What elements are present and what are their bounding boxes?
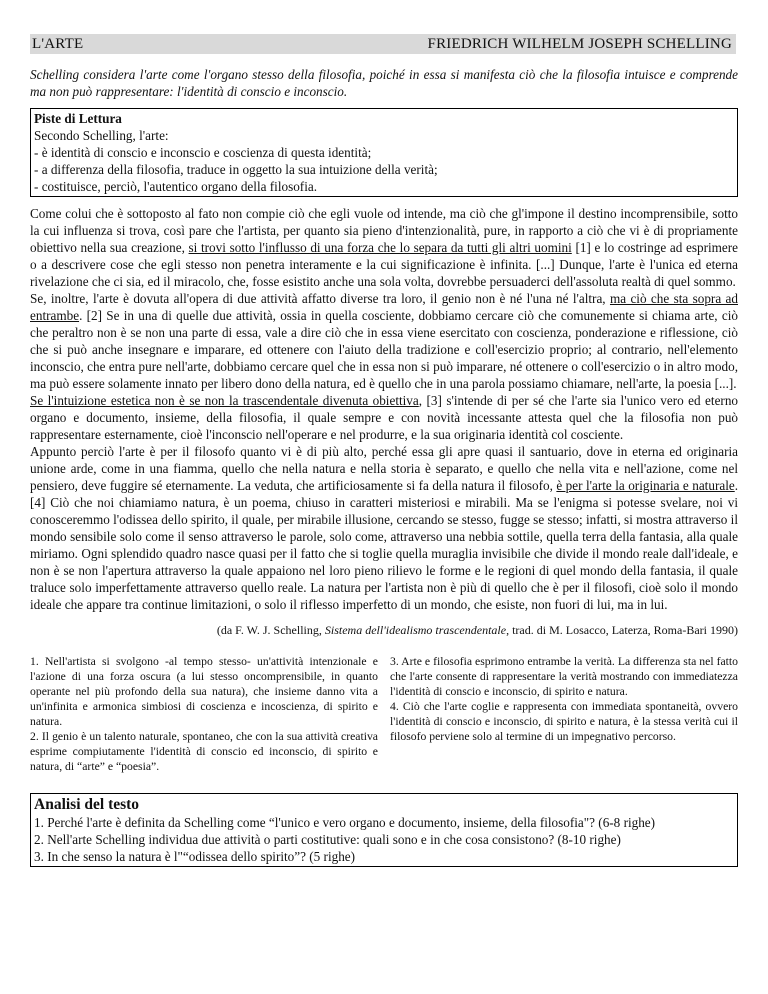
underlined-text: è per l'arte la originaria e naturale — [556, 478, 735, 493]
reading-guide-item: - costituisce, perciò, l'autentico organo della filosofia. — [34, 179, 318, 194]
text-analysis-title: Analisi del testo — [34, 796, 140, 813]
footnote: 1. Nell'artista si svolgono -al tempo stesso- un'attività intenzionale e l'azione di una forza oscura (a lui stesso oncomprensibile, in quanto operante nel più profondo della sua natura), che insieme danno vita a un'infinita e armonica simbiosi di coscienza e incoscienza, di spirito e natura. — [30, 655, 378, 728]
main-text — [30, 205, 738, 613]
analysis-question: 1. Perché l'arte è definita da Schelling come “l'unico e vero organo e documento, insieme, della filosofia"? (6-8 righe) — [34, 815, 656, 830]
footnote: 2. Il genio è un talento naturale, spontaneo, che con la sua attività creativa esprime compiutamente l'identità di conscio ed inconscio, di spirito e natura, di “arte” e “poesia”. — [30, 730, 378, 773]
footnotes-left-column — [30, 654, 378, 774]
text-span: [1] e lo costringe ad esprimere o a descrivere cose che egli stesso non penetra interamente e la cui significazione è infinita. [...] Dunque, l'arte è l'unica ed eterna rivelazione che ci sia, ed il miracolo, che, fosse esistito anche una sola volta, dovrebbe persuaderci dell'assoluta realtà di quel sommo. — [30, 240, 739, 289]
text-span: . [4] Ciò che noi chiamiamo natura, è un poema, chiuso in caratteri misteriosi e mirabili. Ma se l'enigma si potesse svelare, noi vi conosceremmo l'odissea dello spirito, il quale, per mirabile illusione, cercando se stesso, fugge se stesso; infatti, si mostra attraverso il mondo sensibile solo come il senso attraverso le parole, solo come, attraverso una nebbia sottile, quella terra della fantasia, alla quale miriamo. Ogni splendido quadro nasce quasi per il fatto che si toglie quella muraglia invisibile che divide il mondo reale dall'ideale, e non è se non l'apertura attraverso la quale appaiono nel loro pieno rilievo le forme e le regioni di quel mondo della fantasia, il quale traluce solo imperfettamente attraverso quello reale. La natura per l'artista non è più di quello che è per il filosofi, cioè solo il mondo ideale che appare tra continue limitazioni, o solo il riflesso imperfetto di un mondo, che esiste, non fuori di lui, ma in lui. — [30, 478, 739, 612]
reading-guide-lead: Secondo Schelling, l'arte: — [34, 128, 169, 143]
citation-title: Sistema dell'idealismo trascendentale — [324, 623, 507, 637]
citation-post: , trad. di M. Losacco, Laterza, Roma-Bari 1990) — [506, 623, 738, 637]
paragraph — [30, 392, 738, 443]
page-header — [30, 34, 736, 54]
text-span: . [2] Se in una di quelle due attività, ossia in quella cosciente, dobbiamo cercare ciò che comunemente si chiama arte, ciò che peraltro non è se non una parte di essa, vale a dire ciò che in essa viene esercitato con coscienza, ponderazione e riflessione, ciò che si può anche insegnare e imparare, ed ottenere con l'aiuto della tradizione e coll'esercizio proprio; al contrario, nell'elemento inconscio, che entra pure nell'arte, dobbiamo cercare quel che in essa non si può imparare, né ottenere o coll'esercizio o in altro modo, ma può essere solamente innato per libero dono della natura, ed è quello che in una parola possiamo chiamare, nell'arte, la poesia [...]. — [30, 308, 738, 391]
text-span: , [3] s'intende di per sé che l'arte sia l'unico vero ed eterno organo e documento, insieme, della filosofia, il quale sempre e con novità incessante attesta quel che la filosofia non può rappresentare esternamente, cioè l'inconscio nell'operare e nel produrre, e la sua originaria identità col cosciente. — [30, 393, 739, 442]
citation — [30, 622, 738, 638]
paragraph — [30, 205, 738, 290]
text-span: Appunto perciò l'arte è per il filosofo quanto vi è di più alto, perché essa gli apre quasi il santuario, dove in eterna ed originaria unione arde, come in una fiamma, quello che nella natura e nella storia è separato, e quello che nella vita e nell'azione, come nel pensiero, deve fuggire sé eternamente. La veduta, che artificiosamente si fa della natura il filosofo, — [30, 444, 738, 493]
underlined-text: Se l'intuizione estetica non è se non la trascendentale divenuta obiettiva — [30, 393, 419, 408]
paragraph — [30, 290, 738, 392]
text-analysis-box — [30, 793, 738, 867]
footnotes-right-column — [390, 654, 738, 774]
reading-guide-box — [30, 108, 738, 197]
header-section-title: L'ARTE — [32, 35, 84, 52]
reading-guide-item: - è identità di conscio e inconscio e coscienza di questa identità; — [34, 145, 372, 160]
footnote: 3. Arte e filosofia esprimono entrambe la verità. La differenza sta nel fatto che l'arte consente di rappresentare la verità mostrando con immediatezza l'identità di conscio e inconscio, di spirito e natura. — [390, 655, 738, 698]
reading-guide-title: Piste di Lettura — [34, 111, 122, 126]
paragraph — [30, 443, 738, 613]
analysis-question: 3. In che senso la natura è l"“odissea dello spirito”? (5 righe) — [34, 849, 356, 864]
underlined-text: ma ciò che sta sopra ad entrambe — [30, 291, 738, 323]
header-author: FRIEDRICH WILHELM JOSEPH SCHELLING — [427, 35, 732, 52]
analysis-question: 2. Nell'arte Schelling individua due attività o parti costitutive: quali sono e in che cosa consistono? (8-10 righe) — [34, 832, 621, 847]
citation-pre: (da F. W. J. Schelling, — [216, 623, 325, 637]
reading-guide-item: - a differenza della filosofia, traduce in oggetto la sua intuizione della verità; — [34, 162, 438, 177]
text-span: Se, inoltre, l'arte è dovuta all'opera di due attività affatto diverse tra loro, il genio non è né l'una né l'altra, — [30, 291, 610, 306]
footnote: 4. Ciò che l'arte coglie e rappresenta con immediata spontaneità, ovvero l'identità di conscio e inconscio, di spirito e natura, è la stessa verità cui il filosofo perviene solo al termine di un impegnativo percorso. — [390, 700, 738, 743]
intro-text: Schelling considera l'arte come l'organo stesso della filosofia, poiché in essa si manifesta ciò che la filosofia intuisce e comprende ma non può rappresentare: l'identità di conscio e inconscio. — [30, 67, 738, 99]
text-span: Come colui che è sottoposto al fato non compie ciò che egli vuole od intende, ma ciò che gl'impone il destino incomprensibile, sotto la cui influenza si trova, così pare che l'artista, per quanto sia pieno d'intenzionalità, pure, in rapporto a ciò che vi è di propriamente obiettivo nella sua creazione, — [30, 206, 738, 255]
footnotes — [30, 654, 738, 774]
underlined-text: si trovi sotto l'influsso di una forza che lo separa da tutti gli altri uomini — [188, 240, 572, 255]
